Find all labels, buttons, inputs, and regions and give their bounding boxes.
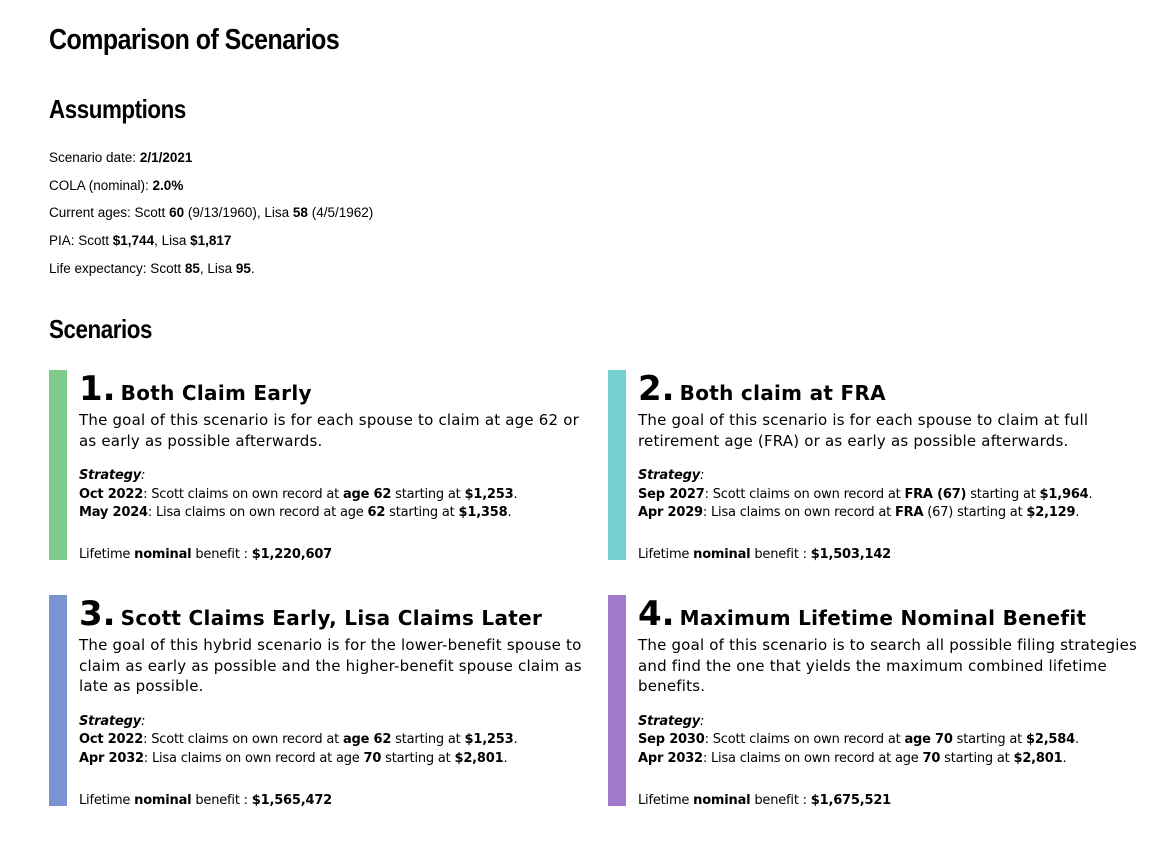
- scenario-title-text: Both claim at FRA: [679, 381, 886, 405]
- claim-text: starting at: [952, 732, 1026, 747]
- lisa-dob: (4/5/1962): [307, 205, 374, 221]
- claim-date: Sep 2030: [638, 732, 705, 747]
- claim-date: Apr 2032: [79, 750, 144, 766]
- scenario-content: [638, 595, 1143, 768]
- claim-date: Apr 2032: [638, 750, 703, 766]
- claim-age: 62: [367, 505, 386, 520]
- claim-age: age 70: [904, 732, 953, 747]
- claim-amount: $1,253: [464, 732, 514, 747]
- claim-text: : Scott claims on own record at: [143, 732, 343, 747]
- scenario-card-2: [608, 370, 1148, 560]
- ages-label: Current ages: Scott: [49, 205, 170, 221]
- scenario-title: [79, 370, 584, 408]
- strategy-label: Strategy: [79, 713, 141, 729]
- claim-age: 70: [922, 750, 941, 766]
- lifetime-label-end: benefit :: [191, 793, 252, 808]
- claim-text: : Lisa claims on own record at: [702, 505, 895, 520]
- claim-date: Oct 2022: [79, 486, 144, 502]
- scenario-title-text: Both Claim Early: [120, 381, 312, 405]
- assumption-pia: [49, 232, 373, 260]
- claim-end: .: [513, 486, 518, 502]
- lifetime-value: $1,503,142: [810, 547, 892, 562]
- scenario-color-bar: [608, 370, 626, 560]
- scenario-goal: The goal of this scenario is for each spouse to claim at full retirement age (FRA) or as early as possible afterwards.: [638, 411, 1089, 450]
- lifetime-benefit: [79, 547, 332, 562]
- scenario-card-3: [49, 595, 589, 806]
- claim-amount: $1,358: [458, 505, 508, 520]
- lisa-pia-value: $1,817: [190, 233, 232, 249]
- scenario-title-text: Scott Claims Early, Lisa Claims Later: [120, 606, 543, 630]
- claim-text: : Lisa claims on own record at age: [702, 750, 923, 766]
- scenario-number: 4.: [638, 594, 675, 634]
- scenario-number: 3.: [79, 594, 116, 634]
- claim-amount: $2,129: [1026, 505, 1076, 520]
- claim-amount: $2,801: [454, 750, 504, 766]
- claim-end: .: [1062, 750, 1067, 766]
- assumptions-list: [49, 149, 373, 287]
- lifetime-label: Lifetime: [638, 793, 694, 808]
- lifetime-label: Lifetime: [79, 793, 135, 808]
- claim-date: Apr 2029: [638, 505, 703, 520]
- cola-label: COLA (nominal):: [49, 177, 153, 193]
- claim-end: .: [503, 750, 508, 766]
- strategy-colon: :: [699, 468, 705, 483]
- scenario-content: [79, 370, 584, 523]
- lifetime-value: $1,675,521: [810, 793, 892, 808]
- claim-text: starting at: [391, 486, 465, 502]
- life-separator: , Lisa: [199, 260, 236, 276]
- claim-end: .: [1074, 732, 1079, 747]
- scenario-date-label: Scenario date:: [49, 150, 140, 165]
- lisa-life-value: 95: [235, 260, 251, 276]
- strategy-line-2: [79, 504, 584, 523]
- claim-amount: $2,801: [1013, 750, 1063, 766]
- claim-end: .: [1075, 505, 1080, 520]
- lifetime-nominal: nominal: [134, 547, 192, 562]
- lifetime-benefit: [79, 793, 332, 808]
- lifetime-label: Lifetime: [638, 547, 694, 562]
- scenario-card-4: [608, 595, 1148, 806]
- lifetime-nominal: nominal: [693, 793, 751, 808]
- strategy-colon: :: [140, 713, 146, 729]
- pia-label: PIA: Scott: [49, 233, 113, 249]
- claim-age: age 62: [342, 486, 392, 502]
- claim-text: : Scott claims on own record at: [704, 486, 905, 502]
- claim-amount: $2,584: [1026, 732, 1075, 747]
- claim-text: (67) starting at: [923, 505, 1027, 520]
- scenario-goal: The goal of this scenario is for each spouse to claim at age 62 or as early as possible afterwards.: [79, 411, 579, 450]
- strategy-colon: :: [699, 713, 705, 729]
- scenarios-heading: Scenarios: [49, 314, 153, 344]
- lifetime-benefit: [638, 547, 891, 562]
- page-title: Comparison of Scenarios: [49, 24, 340, 56]
- claim-date: Sep 2027: [638, 486, 705, 502]
- scott-life-value: 85: [184, 260, 200, 276]
- claim-text: starting at: [391, 732, 465, 747]
- strategy-line-2: [638, 750, 1143, 769]
- claim-amount: $1,253: [464, 486, 514, 502]
- lifetime-label-end: benefit :: [191, 547, 252, 562]
- strategy-label: Strategy: [79, 468, 141, 483]
- claim-end: .: [1088, 486, 1093, 502]
- lifetime-label: Lifetime: [79, 547, 135, 562]
- scenario-goal: The goal of this hybrid scenario is for the lower-benefit spouse to claim as early as possible and the higher-benefit spouse claim as late as possible.: [79, 636, 582, 695]
- assumption-current-ages: [49, 204, 373, 232]
- lifetime-value: $1,220,607: [251, 547, 333, 562]
- scenario-title-text: Maximum Lifetime Nominal Benefit: [679, 606, 1087, 630]
- scenario-title: [79, 595, 584, 633]
- claim-age: FRA: [894, 505, 924, 520]
- strategy-line-2: [638, 504, 1143, 523]
- life-expectancy-label: Life expectancy: Scott: [49, 260, 185, 276]
- assumptions-heading: Assumptions: [49, 94, 186, 124]
- claim-date: May 2024: [79, 505, 148, 520]
- scenario-title: [638, 595, 1143, 633]
- strategy-label: Strategy: [638, 713, 700, 729]
- claim-text: : Scott claims on own record at: [143, 486, 343, 502]
- strategy-label: Strategy: [638, 468, 700, 483]
- pia-separator: , Lisa: [154, 233, 191, 249]
- scenario-content: [638, 370, 1143, 523]
- lifetime-label-end: benefit :: [750, 547, 811, 562]
- scenario-strategy: [638, 467, 1143, 523]
- claim-amount: $1,964: [1039, 486, 1089, 502]
- strategy-line-1: [638, 731, 1143, 750]
- life-end: .: [250, 260, 255, 276]
- scenario-color-bar: [49, 595, 67, 806]
- scott-dob: (9/13/1960), Lisa: [184, 205, 293, 221]
- assumption-scenario-date: [49, 149, 373, 177]
- claim-end: .: [507, 505, 512, 520]
- scenario-title: [638, 370, 1143, 408]
- scenario-number: 1.: [79, 369, 116, 409]
- scenario-number: 2.: [638, 369, 675, 409]
- lifetime-nominal: nominal: [693, 547, 751, 562]
- claim-age: age 62: [342, 732, 392, 747]
- lisa-age-value: 58: [292, 205, 308, 221]
- claim-age: FRA (67): [904, 486, 967, 502]
- lifetime-value: $1,565,472: [251, 793, 333, 808]
- strategy-line-2: [79, 750, 584, 769]
- claim-date: Oct 2022: [79, 732, 144, 747]
- lifetime-nominal: nominal: [134, 793, 192, 808]
- strategy-line-1: [638, 486, 1143, 505]
- claim-end: .: [513, 732, 518, 747]
- scenario-color-bar: [608, 595, 626, 806]
- scott-pia-value: $1,744: [112, 233, 155, 249]
- scenario-strategy: [638, 713, 1143, 769]
- claim-text: starting at: [381, 750, 455, 766]
- claim-text: : Lisa claims on own record at age: [143, 750, 364, 766]
- assumption-cola: [49, 177, 373, 205]
- lifetime-benefit: [638, 793, 891, 808]
- scenario-strategy: [79, 467, 584, 523]
- scenario-color-bar: [49, 370, 67, 560]
- scenario-content: [79, 595, 584, 768]
- strategy-colon: :: [140, 468, 146, 483]
- strategy-line-1: [79, 486, 584, 505]
- claim-text: starting at: [966, 486, 1040, 502]
- claim-text: : Scott claims on own record at: [704, 732, 905, 747]
- lifetime-label-end: benefit :: [750, 793, 811, 808]
- scenario-goal: The goal of this scenario is to search all possible filing strategies and find the one that yields the maximum combined lifetime benefits.: [638, 636, 1138, 695]
- claim-text: starting at: [385, 505, 459, 520]
- cola-value: 2.0%: [152, 177, 184, 193]
- strategy-line-1: [79, 731, 584, 750]
- claim-age: 70: [363, 750, 382, 766]
- scenario-strategy: [79, 713, 584, 769]
- claim-text: starting at: [940, 750, 1014, 766]
- scenario-date-value: 2/1/2021: [139, 150, 193, 165]
- scott-age-value: 60: [169, 205, 185, 221]
- scenario-card-1: [49, 370, 589, 560]
- assumption-life-expectancy: [49, 260, 373, 288]
- claim-text: : Lisa claims on own record at age: [147, 505, 368, 520]
